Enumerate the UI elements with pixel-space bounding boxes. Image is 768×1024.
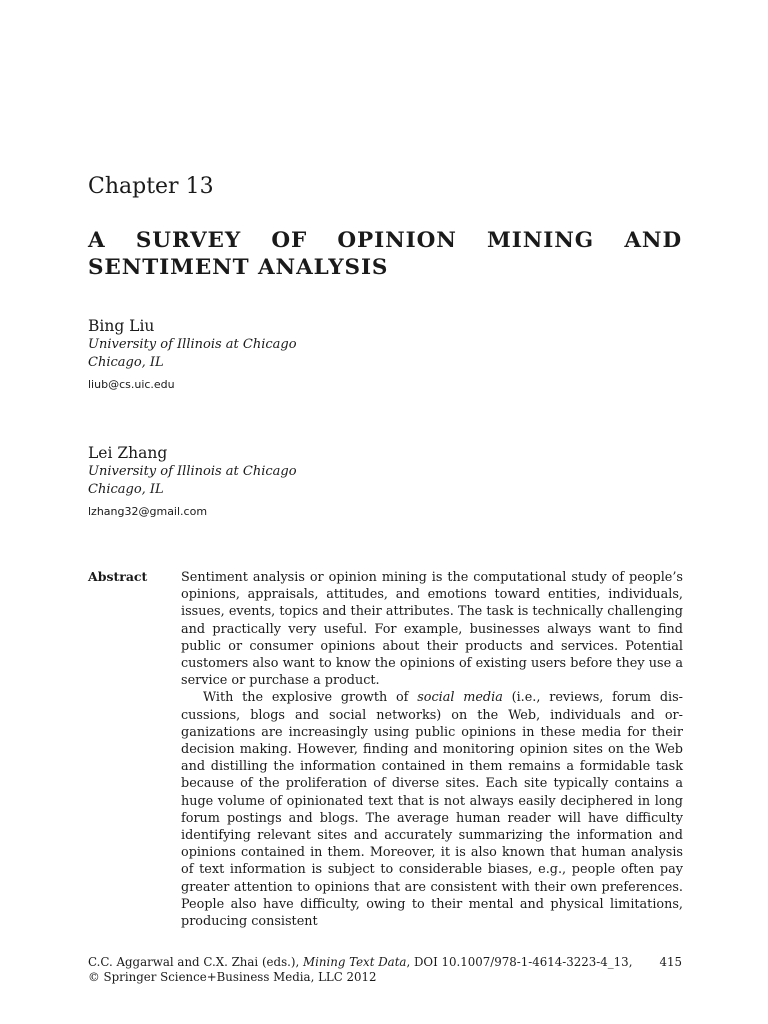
page-number: 415 [659,955,682,969]
author-location: Chicago, IL [88,482,164,497]
abstract-text: With the explosive growth of [203,690,418,706]
abstract-paragraph-1: Sentiment analysis or opinion mining is the computational study of people’s opinions, appraisals, attitudes, and emotions toward entities, individuals, issues, events, topics and their attributes. The task is technically challenging and practically very useful. For example, businesses always want to find public or consumer opinions about their products and services. Potential customers also want to know the opinions of existing users before they use a service or purchase a product. [181,570,683,689]
abstract-label: Abstract [88,569,148,584]
author-email[interactable]: liub@cs.uic.edu [88,378,175,391]
page-footer [88,955,682,985]
author-name: Lei Zhang [88,444,168,462]
author-email[interactable]: lzhang32@gmail.com [88,505,208,518]
author-location: Chicago, IL [88,355,164,370]
author-affiliation: University of Illinois at Chicago [88,337,297,352]
title-line-2: SENTIMENT ANALYSIS [88,255,389,280]
copyright: © Springer Science+Business Media, LLC 2012 [88,970,377,984]
citation-doi: , DOI 10.1007/978-1-4614-3223-4_13, [406,955,633,969]
author-block-2 [88,443,297,519]
citation-book-title: Mining Text Data [303,955,407,969]
abstract-body [181,569,683,930]
abstract-paragraph-2 [181,689,683,930]
chapter-title [88,227,682,281]
title-line-1: A SURVEY OF OPINION MINING AND [88,228,682,253]
citation [88,955,632,970]
chapter-number: Chapter 13 [88,174,214,199]
abstract-emphasis: social media [417,690,503,706]
author-name: Bing Liu [88,317,155,335]
author-block-1 [88,316,297,392]
author-affiliation: University of Illinois at Chicago [88,464,297,479]
citation-editors: C.C. Aggarwal and C.X. Zhai (eds.), [88,955,303,969]
footer-citation-row [88,955,682,970]
abstract-text: (i.e., reviews, forum discussions, blogs and social networks) on the Web, individuals and organizations are increasingly using public opinions in these media for their decision making. However, finding and monitoring opinion sites on the Web and distilling the information contained in them remains a formidable task because of the proliferation of diverse sites. Each site typically contains a huge volume of opinionated text that is not always easily deciphered in long forum postings and blogs. The average human reader will have difficulty identifying relevant sites and accurately summarizing the information and opinions contained in them. Moreover, it is also known that human analysis of text information is subject to considerable biases, e.g., people often pay greater attention to opinions that are consistent with their own preferences. People also have difficulty, owing to their mental and physical limitations, producing consistent [181,690,683,930]
